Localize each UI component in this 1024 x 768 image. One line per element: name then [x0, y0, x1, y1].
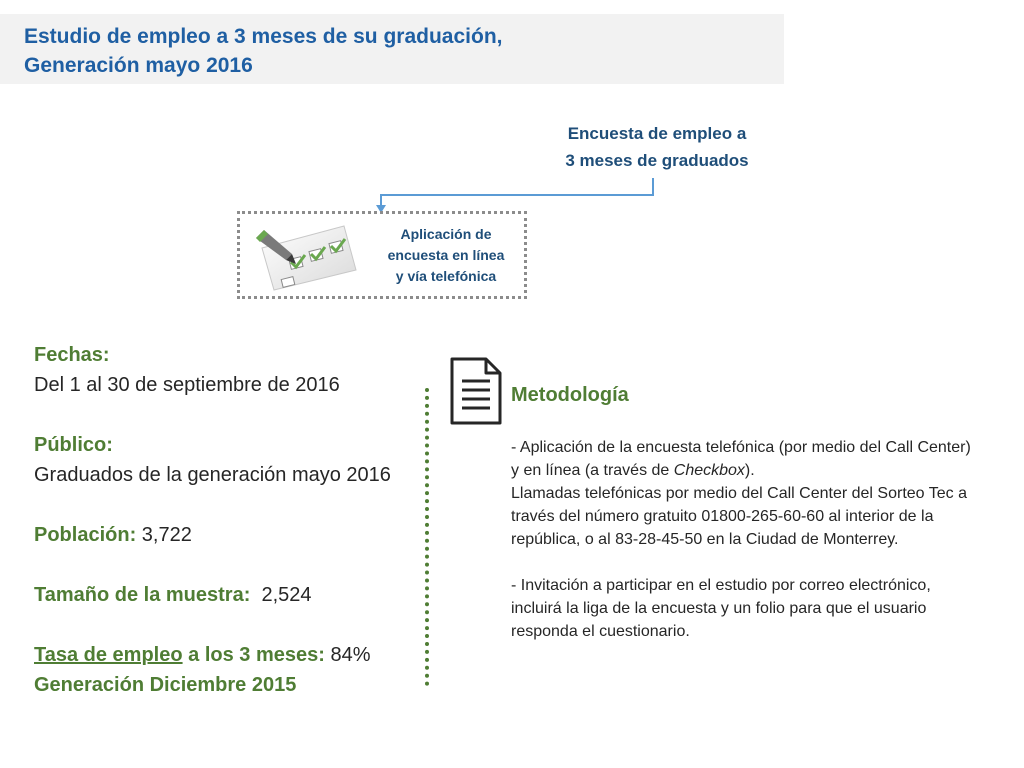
fechas-value: Del 1 al 30 de septiembre de 2016	[34, 374, 340, 396]
survey-title-line-1: Encuesta de empleo a	[567, 124, 747, 143]
application-box	[237, 211, 527, 299]
dotted-divider	[425, 388, 429, 686]
publico-value: Graduados de la generación mayo 2016	[34, 464, 391, 486]
details-column	[34, 340, 404, 700]
tasa-empleo-link[interactable]: Tasa de empleo	[34, 644, 183, 666]
fechas-label: Fechas:	[34, 344, 110, 366]
poblacion-value: 3,722	[141, 524, 192, 546]
checklist-pen-icon	[252, 220, 364, 292]
title-line-1: Estudio de empleo a 3 meses de su graduación,	[24, 25, 503, 48]
methodology-paragraph-2: Llamadas telefónicas por medio del Call Center del Sorteo Tec a través del número gratuito 01800-265-60-60 al interior de la república, o al 83-28-45-50 en la Ciudad de Monterrey.	[511, 485, 967, 548]
methodology-paragraph-1: - Aplicación de la encuesta telefónica (por medio del Call Center) y en línea (a través de Checkbox).	[511, 439, 971, 479]
poblacion-label: Población:	[34, 524, 137, 546]
application-line-2: encuesta en línea	[387, 247, 505, 263]
muestra-value: 2,524	[261, 584, 312, 606]
survey-title-line-2: 3 meses de graduados	[565, 151, 749, 170]
application-line-1: Aplicación de	[400, 226, 492, 242]
tasa-value: 84%	[330, 644, 371, 666]
tasa-label: a los 3 meses:	[188, 644, 325, 666]
methodology-title: Metodología	[511, 384, 629, 406]
publico-label: Público:	[34, 434, 113, 456]
methodology-paragraph-3: - Invitación a participar en el estudio por correo electrónico, incluirá la liga de la encuesta y un folio para que el usuario responda el cuestionario.	[511, 577, 931, 640]
title-line-2: Generación mayo 2016	[24, 54, 253, 77]
tasa-note: Generación Diciembre 2015	[34, 674, 297, 696]
application-line-3: y vía telefónica	[395, 268, 497, 284]
document-icon	[448, 357, 504, 425]
methodology-body	[511, 436, 971, 643]
application-text	[372, 224, 520, 287]
muestra-label: Tamaño de la muestra:	[34, 584, 251, 606]
